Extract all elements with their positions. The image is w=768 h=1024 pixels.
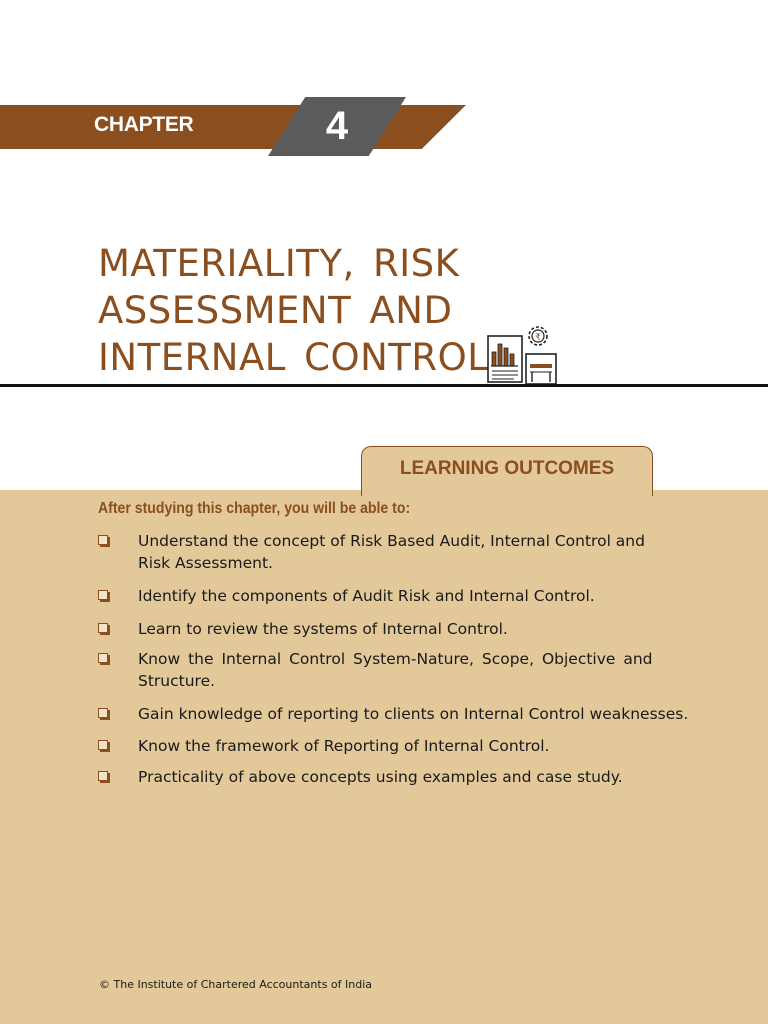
learning-outcomes-intro: After studying this chapter, you will be able to:	[98, 500, 411, 517]
audit-report-icon	[486, 322, 560, 386]
checkbox-bullet-icon	[98, 740, 108, 750]
list-item-text: Identify the components of Audit Risk and Internal Control.	[138, 587, 595, 605]
list-item-text: Know the framework of Reporting of Internal Control.	[138, 737, 550, 755]
list-item-text: Know the Internal Control System-Nature, Scope, Objective and Structure.	[138, 650, 653, 690]
list-item-text: Understand the concept of Risk Based Audit, Internal Control and Risk Assessment.	[138, 532, 645, 572]
checkbox-bullet-icon	[98, 771, 108, 781]
chapter-label: CHAPTER	[94, 113, 194, 136]
copyright-footer: © The Institute of Chartered Accountants of India	[99, 978, 373, 991]
chapter-title-line-3: INTERNAL CONTROL	[98, 336, 489, 379]
learning-outcomes-heading: LEARNING OUTCOMES	[399, 458, 615, 479]
checkbox-bullet-icon	[98, 590, 108, 600]
chapter-title-line-2: ASSESSMENT AND	[98, 289, 453, 332]
checkbox-bullet-icon	[98, 708, 108, 718]
chapter-title-line-1: MATERIALITY, RISK	[98, 242, 460, 285]
checkbox-bullet-icon	[98, 535, 108, 545]
list-item-text: Practicality of above concepts using examples and case study.	[138, 768, 623, 786]
list-item-text: Gain knowledge of reporting to clients on Internal Control weaknesses.	[138, 705, 689, 723]
chapter-number: 4	[325, 104, 349, 148]
list-item-text: Learn to review the systems of Internal Control.	[138, 620, 508, 638]
chapter-title	[98, 240, 498, 381]
checkbox-bullet-icon	[98, 653, 108, 663]
title-divider	[0, 384, 768, 387]
checkbox-bullet-icon	[98, 623, 108, 633]
rupee-symbol-icon: ₹	[535, 333, 541, 343]
